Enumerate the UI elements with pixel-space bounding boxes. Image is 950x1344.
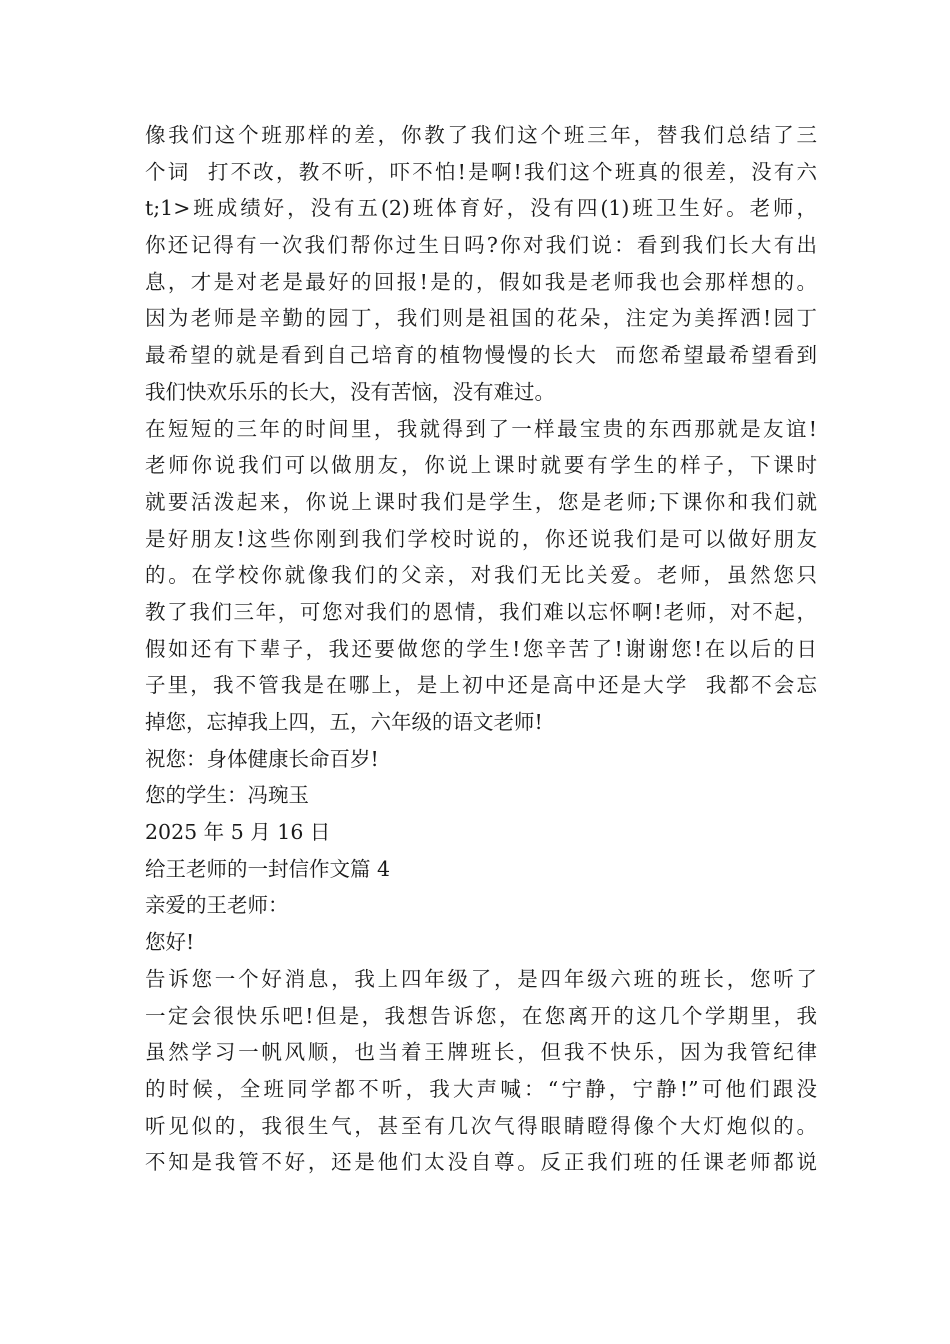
text-line: 教了我们三年，可您对我们的恩情，我们难以忘怀啊!老师，对不起， xyxy=(145,599,817,624)
text-line: 就要活泼起来，你说上课时我们是学生，您是老师;下课你和我们就 xyxy=(145,489,817,514)
text-line: 虽然学习一帆风顺，也当着王牌班长，但我不快乐，因为我管纪律 xyxy=(145,1040,817,1065)
text-line: 不知是我管不好，还是他们太没自尊。反正我们班的任课老师都说 xyxy=(145,1150,817,1175)
date-line: 2025 年 5 月 16 日 xyxy=(145,820,331,845)
text-line: 掉您，忘掉我上四，五，六年级的语文老师! xyxy=(145,710,543,734)
text-line: 是好朋友!这些你刚到我们学校时说的，你还说我们是可以做好朋友 xyxy=(145,526,817,551)
text-line: 的。在学校你就像我们的父亲，对我们无比关爱。老师，虽然您只 xyxy=(145,563,817,588)
text-line: 因为老师是辛勤的园丁，我们则是祖国的花朵，注定为美挥洒!园丁 xyxy=(145,306,817,331)
text-line: 您的学生：冯琬玉 xyxy=(145,783,309,808)
text-line: 听见似的，我很生气，甚至有几次气得眼睛瞪得像个大灯炮似的。 xyxy=(145,1113,817,1138)
text-line: 老师你说我们可以做朋友，你说上课时就要有学生的样子，下课时 xyxy=(145,453,817,478)
text-line: 告诉您一个好消息，我上四年级了，是四年级六班的班长，您听了 xyxy=(145,966,817,991)
text-line: 我们快欢乐乐的长大，没有苦恼，没有难过。 xyxy=(145,379,555,404)
text-line: 一定会很快乐吧!但是，我想告诉您，在您离开的这几个学期里，我 xyxy=(145,1003,817,1028)
text-line: 在短短的三年的时间里，我就得到了一样最宝贵的东西那就是友谊! xyxy=(145,416,817,441)
text-line: 亲爱的王老师： xyxy=(145,893,289,918)
text-line: 假如还有下辈子，我还要做您的学生!您辛苦了!谢谢您!在以后的日 xyxy=(145,636,817,661)
text-line: 子里，我不管我是在哪上，是上初中还是高中还是大学 我都不会忘 xyxy=(145,673,817,698)
text-line: 你还记得有一次我们帮你过生日吗?你对我们说：看到我们长大有出 xyxy=(145,233,817,258)
text-line: 像我们这个班那样的差，你教了我们这个班三年，替我们总结了三 xyxy=(145,123,817,147)
text-line: 最希望的就是看到自己培育的植物慢慢的长大 而您希望最希望看到 xyxy=(145,343,817,368)
text-line: 祝您：身体健康长命百岁! xyxy=(145,746,379,771)
text-line: t;1>班成绩好，没有五(2)班体育好，没有四(1)班卫生好。老师， xyxy=(145,196,817,221)
text-line: 息，才是对老是最好的回报!是的，假如我是老师我也会那样想的。 xyxy=(145,269,817,294)
text-line: 您好! xyxy=(145,930,195,955)
text-line: 的时候，全班同学都不听，我大声喊：“宁静，宁静!”可他们跟没 xyxy=(145,1076,817,1101)
text-line: 个词 打不改，教不听，吓不怕!是啊!我们这个班真的很差，没有六 xyxy=(145,159,817,184)
section-title: 给王老师的一封信作文篇 4 xyxy=(145,856,391,881)
document-body xyxy=(145,117,817,1181)
